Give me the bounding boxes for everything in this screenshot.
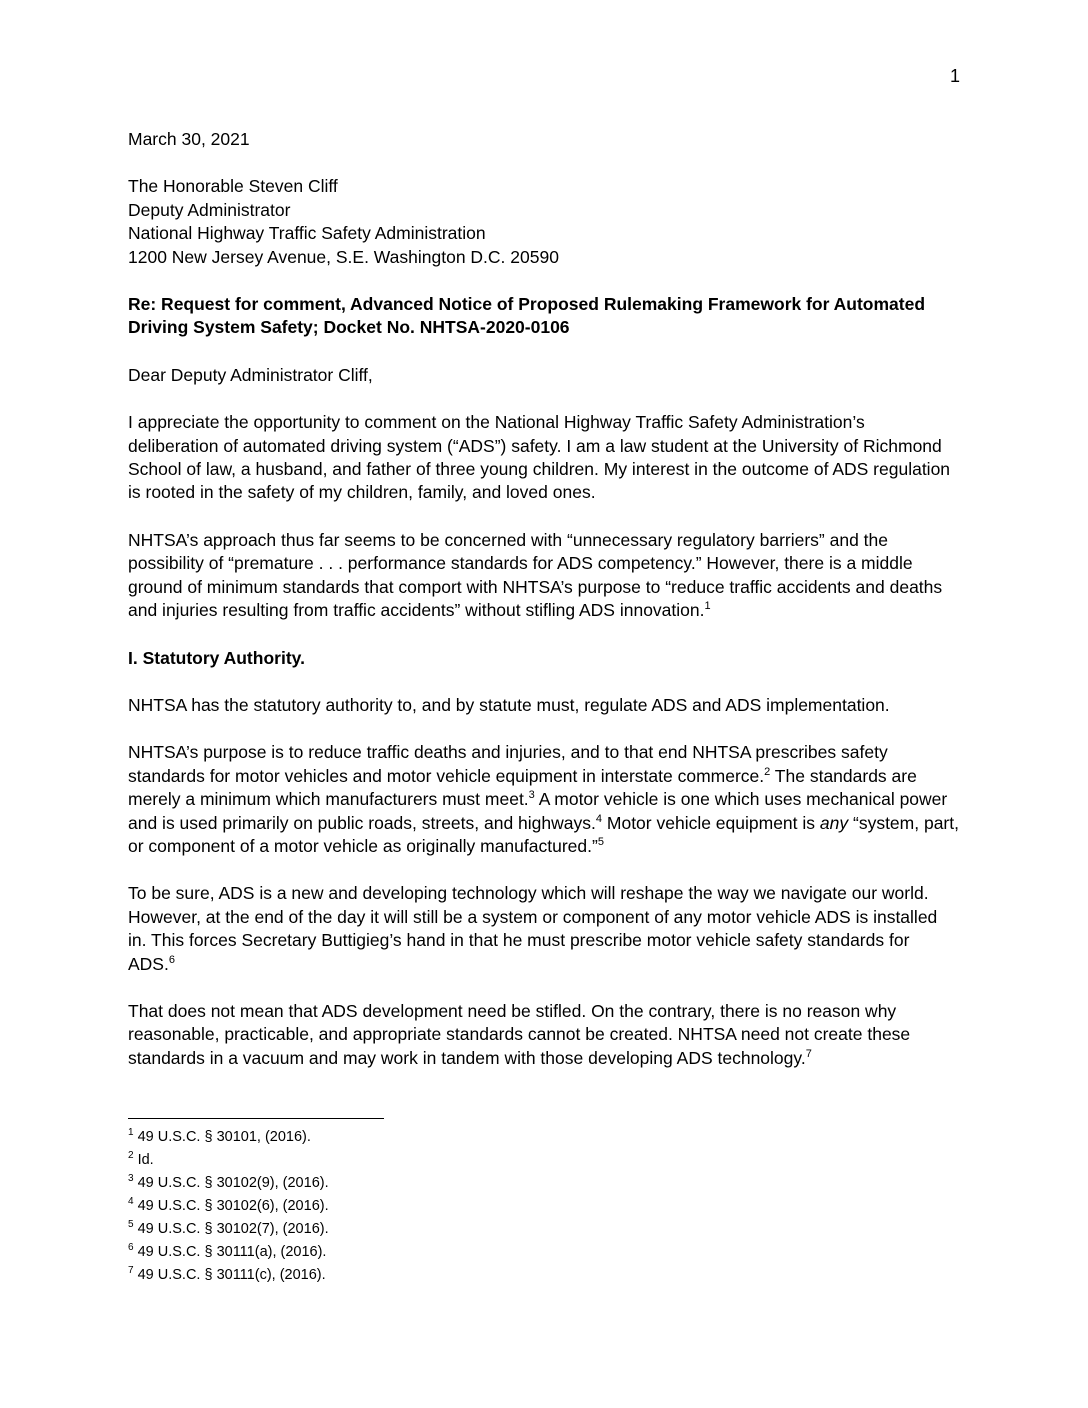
footnote-text: 49 U.S.C. § 30102(9), (2016). — [133, 1175, 329, 1191]
letter-body — [128, 128, 960, 1070]
footnote-number: 5 — [128, 1219, 134, 1231]
footnote-text: 49 U.S.C. § 30102(7), (2016). — [133, 1221, 329, 1237]
footnote — [128, 1172, 329, 1195]
footnote-ref: 5 — [597, 836, 604, 849]
footnote-ref: 6 — [168, 953, 175, 966]
purpose-sentence: A motor vehicle is one which uses mechanical power and is used primarily on public roads, streets, and highways. — [128, 789, 948, 833]
paragraph-technology — [128, 882, 960, 976]
footnote-ref: 4 — [595, 812, 603, 825]
paragraph-technology-text: To be sure, ADS is a new and developing technology which will reshape the way we navigate our world. However, at the end of the day it will still be a system or component of any motor vehicle ADS is installed in. This forces Secretary Buttigieg’s hand in that he must prescribe motor vehicle safety standards for ADS. — [128, 883, 938, 974]
salutation: Dear Deputy Administrator Cliff, — [128, 364, 373, 385]
footnote-number: 7 — [128, 1265, 134, 1277]
recipient-address — [128, 175, 960, 269]
subject-line: Re: Request for comment, Advanced Notice of Proposed Rulemaking Framework for Automated Driving System Safety; Docket No. NHTSA-2020-0106 — [128, 294, 926, 338]
footnotes — [128, 1126, 329, 1287]
footnote-number: 2 — [128, 1150, 134, 1162]
footnote-ref: 1 — [704, 600, 711, 613]
paragraph-approach-text: NHTSA’s approach thus far seems to be concerned with “unnecessary regulatory barriers” and the possibility of “premature . . . performance standards for ADS competency.” However, there is a middle ground of minimum standards that comport with NHTSA’s purpose to “reduce traffic accidents and deaths and injuries resulting from traffic accidents” without stifling ADS innovation. — [128, 529, 943, 621]
footnote-text: 49 U.S.C. § 30101, (2016). — [133, 1129, 311, 1145]
footnote-number: 6 — [128, 1242, 134, 1254]
emphasis-any: any — [819, 812, 849, 833]
footnote-text: 49 U.S.C. § 30102(6), (2016). — [133, 1198, 329, 1214]
footnote — [128, 1126, 329, 1149]
purpose-sentence: NHTSA’s purpose is to reduce traffic deaths and injuries, and to that end NHTSA prescribes safety standards for motor vehicles and motor vehicle equipment in interstate commerce. — [128, 742, 888, 786]
footnote — [128, 1195, 329, 1218]
paragraph-intro: I appreciate the opportunity to comment on the National Highway Traffic Safety Administration’s deliberation of automated driving system (“ADS”) safety. I am a law student at the University of Richmond School of law, a husband, and father of three young children. My interest in the outcome of ADS regulation is rooted in the safety of my children, family, and loved ones. — [128, 412, 951, 503]
paragraph-development — [128, 1000, 960, 1070]
footnote — [128, 1218, 329, 1241]
section-heading: I. Statutory Authority. — [128, 647, 305, 668]
footnote-number: 3 — [128, 1173, 134, 1185]
purpose-sentence: Motor vehicle equipment is — [602, 812, 820, 833]
footnote — [128, 1264, 329, 1287]
footnote — [128, 1149, 329, 1172]
footnote-ref: 7 — [805, 1047, 812, 1060]
footnote-divider — [128, 1118, 384, 1119]
page-number: 1 — [949, 66, 960, 86]
recipient-title: Deputy Administrator — [128, 199, 291, 220]
footnote-number: 1 — [128, 1127, 134, 1139]
footnote-text: 49 U.S.C. § 30111(c), (2016). — [133, 1267, 326, 1283]
footnote-ref: 3 — [528, 789, 535, 802]
paragraph-development-text: That does not mean that ADS development need be stifled. On the contrary, there is no reason why reasonable, practicable, and appropriate standards cannot be created. NHTSA need not create these standards in a vacuum and may work in tandem with those developing ADS technology. — [128, 1000, 911, 1068]
paragraph-approach — [128, 529, 960, 623]
footnote-text: Id. — [133, 1152, 154, 1168]
footnote-text: 49 U.S.C. § 30111(a), (2016). — [133, 1244, 327, 1260]
purpose-sentence: The standards are merely a minimum which manufacturers must meet. — [128, 765, 917, 810]
footnote-number: 4 — [128, 1196, 134, 1208]
footnote — [128, 1241, 329, 1264]
footnote-ref: 2 — [764, 765, 771, 778]
purpose-sentence: “system, part, or component of a motor vehicle as originally manufactured.” — [128, 812, 959, 856]
paragraph-authority: NHTSA has the statutory authority to, and by statute must, regulate ADS and ADS implementation. — [128, 694, 890, 715]
recipient-street: 1200 New Jersey Avenue, S.E. Washington D.C. 20590 — [128, 246, 559, 267]
recipient-name: The Honorable Steven Cliff — [128, 176, 338, 197]
paragraph-purpose — [128, 741, 960, 858]
letter-date: March 30, 2021 — [128, 129, 250, 149]
recipient-agency: National Highway Traffic Safety Administration — [128, 223, 486, 244]
